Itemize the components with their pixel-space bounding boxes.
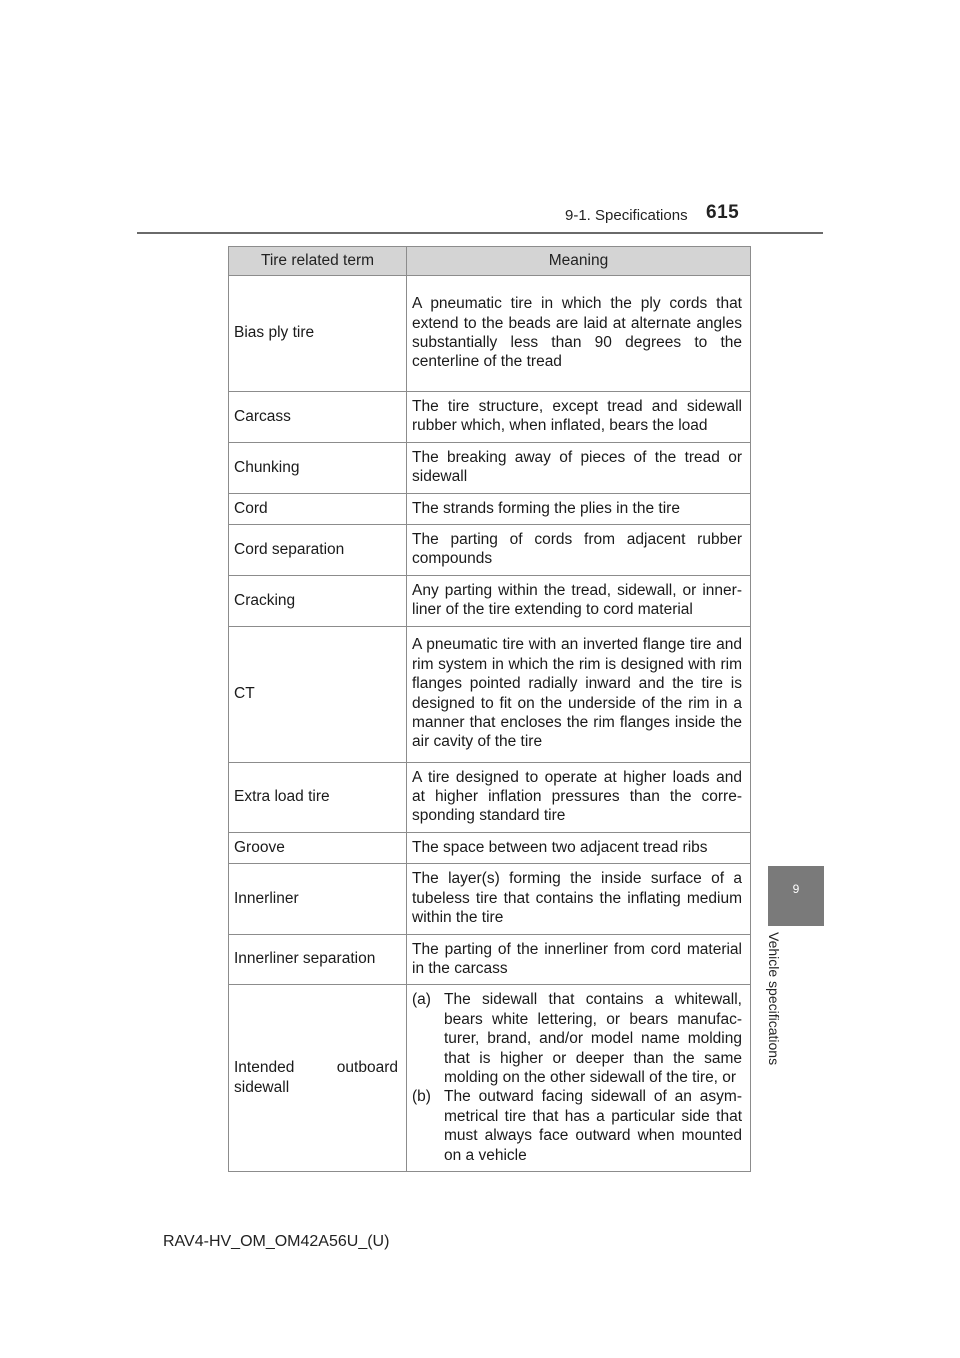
- list-text: The outward facing sidewall of an asym-metrical tire that has a particular side that must always face outward when mounted on a vehicle: [444, 1088, 742, 1164]
- header-divider: [137, 232, 823, 234]
- term-cell: Chunking: [229, 442, 407, 493]
- table-row: [229, 864, 751, 934]
- table-row: [229, 762, 751, 832]
- document-code: RAV4-HV_OM_OM42A56U_(U): [163, 1233, 390, 1250]
- table-header-row: [229, 247, 751, 276]
- term-cell: Groove: [229, 832, 407, 863]
- meaning-cell: The parting of cords from adjacent rubber compounds: [407, 525, 751, 576]
- chapter-number: 9: [792, 882, 800, 896]
- chapter-label: [766, 932, 792, 1082]
- table-row: [229, 392, 751, 443]
- table-row: [229, 525, 751, 576]
- list-marker: (a): [412, 991, 431, 1009]
- term-cell: Bias ply tire: [229, 276, 407, 392]
- term-cell: Cord: [229, 493, 407, 524]
- list-item: [412, 1087, 742, 1165]
- term-cell: Carcass: [229, 392, 407, 443]
- meaning-cell: The layer(s) forming the inside surface of a tubeless tire that contains the inflating medium within the tire: [407, 864, 751, 934]
- term-cell: Cracking: [229, 575, 407, 626]
- meaning-cell: The breaking away of pieces of the tread or sidewall: [407, 442, 751, 493]
- table-row: [229, 442, 751, 493]
- table-row: [229, 626, 751, 762]
- meaning-cell: The tire structure, except tread and sidewall rubber which, when inflated, bears the load: [407, 392, 751, 443]
- meaning-cell: A pneumatic tire in which the ply cords that extend to the beads are laid at alternate angles substantially less than 90 degrees to the centerline of the tread: [407, 276, 751, 392]
- section-title: 9-1. Specifications: [565, 207, 688, 224]
- column-header-meaning: Meaning: [407, 247, 751, 276]
- table-row: [229, 575, 751, 626]
- table-row: [229, 493, 751, 524]
- meaning-cell: The strands forming the plies in the tire: [407, 493, 751, 524]
- list-text: The sidewall that contains a whitewall, bears white lettering, or bears manufac-turer, brand, and/or model name molding that is higher or deeper than the same molding on the other sidewall of the tire, or: [444, 991, 742, 1086]
- term-cell: Extra load tire: [229, 762, 407, 832]
- chapter-tab: [768, 866, 824, 926]
- table-row: [229, 832, 751, 863]
- table-row: [229, 934, 751, 985]
- tire-terms-table: [228, 246, 751, 1172]
- meaning-cell: [407, 985, 751, 1172]
- meaning-cell: Any parting within the tread, sidewall, or inner-liner of the tire extending to cord material: [407, 575, 751, 626]
- term-cell: Intended outboard sidewall: [229, 985, 407, 1172]
- list-marker: (b): [412, 1088, 431, 1106]
- meaning-cell: The space between two adjacent tread ribs: [407, 832, 751, 863]
- term-cell: Innerliner: [229, 864, 407, 934]
- meaning-cell: The parting of the innerliner from cord material in the carcass: [407, 934, 751, 985]
- column-header-term: Tire related term: [229, 247, 407, 276]
- term-cell: Innerliner separation: [229, 934, 407, 985]
- page-number: 615: [706, 202, 740, 223]
- meaning-cell: A pneumatic tire with an inverted flange tire and rim system in which the rim is designed with rim flanges pointed radially inward and the tire is designed to fit on the underside of the rim in a manner that encloses the rim flanges inside the air cavity of the tire: [407, 626, 751, 762]
- meaning-cell: A tire designed to operate at higher loads and at higher inflation pressures than the corre-sponding standard tire: [407, 762, 751, 832]
- term-cell: CT: [229, 626, 407, 762]
- table-row: [229, 276, 751, 392]
- table-row: [229, 985, 751, 1172]
- chapter-title: Vehicle specifications: [766, 932, 782, 1066]
- list-item: [412, 990, 742, 1087]
- term-cell: Cord separation: [229, 525, 407, 576]
